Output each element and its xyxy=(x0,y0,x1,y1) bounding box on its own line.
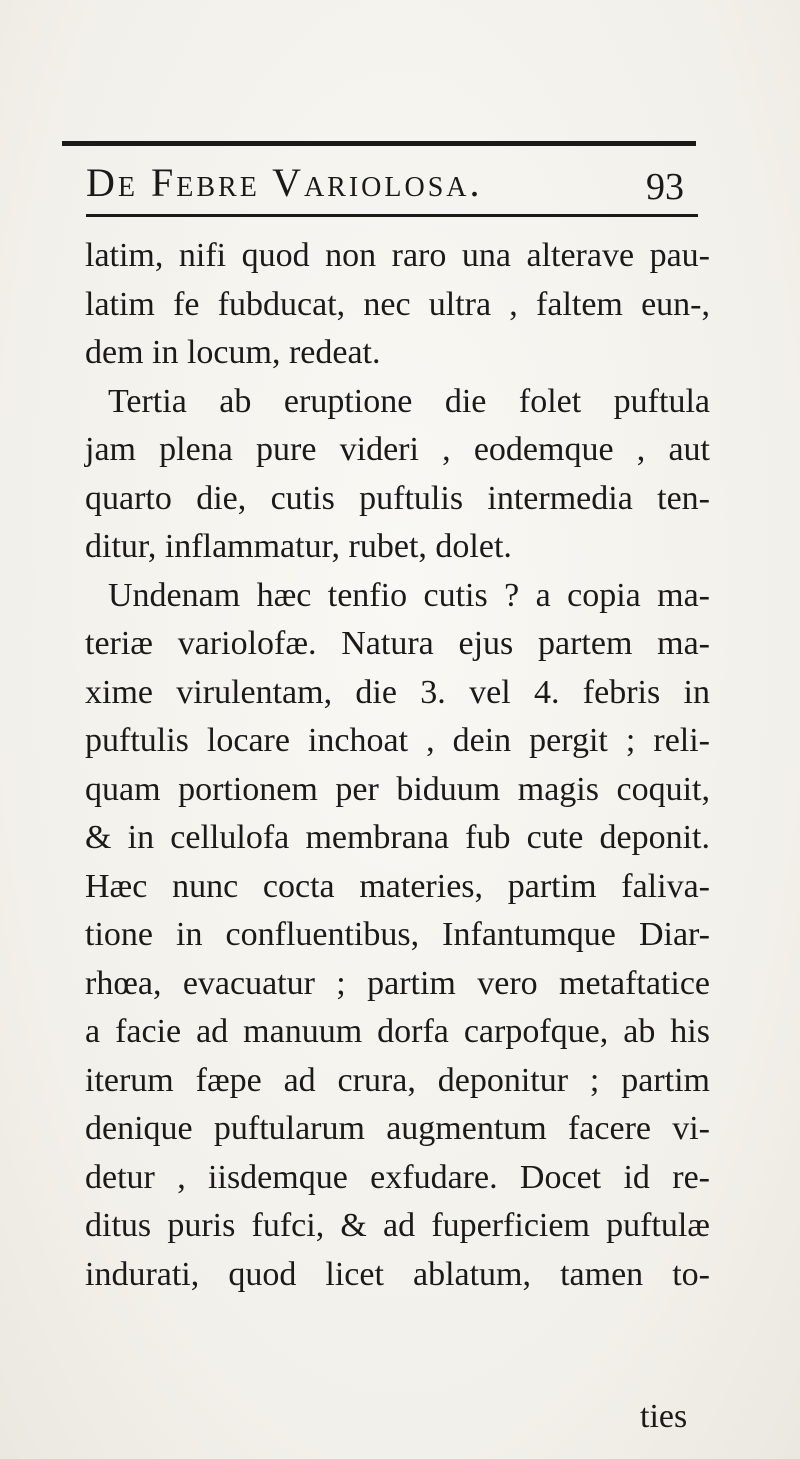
text-line: indurati, quod licet ablatum, tamen to- xyxy=(85,1255,710,1293)
header-thin-rule xyxy=(86,214,698,217)
text-line: denique puftularum augmentum facere vi- xyxy=(85,1110,710,1147)
text-line: latim fe fubducat, nec ultra , faltem eun-, xyxy=(85,285,710,323)
text-line: detur , iisdemque exfudare. Docet id re- xyxy=(85,1158,710,1196)
text-line: & in cellulofa membrana fub cute deponit. xyxy=(85,819,710,856)
running-head xyxy=(86,158,698,208)
text-line: dem in locum, redeat. xyxy=(85,334,381,371)
text-line: ditur, inflammatur, rubet, dolet. xyxy=(85,528,512,565)
body-text xyxy=(85,232,710,1299)
text-line: ditus puris fufci, & ad fuperficiem puftulæ xyxy=(85,1207,710,1244)
text-line: Hæc nunc cocta materies, partim faliva- xyxy=(85,867,710,905)
page-number: 93 xyxy=(646,166,684,208)
header-thick-rule xyxy=(62,141,696,146)
text-line: rhœa, evacuatur ; partim vero metaftatice xyxy=(85,964,710,1002)
text-line: latim, nifi quod non raro una alterave pau- xyxy=(85,237,710,274)
catchword: ties xyxy=(640,1398,688,1435)
running-head-title: De Febre Variolosa. xyxy=(86,160,483,205)
text-line: xime virulentam, die 3. vel 4. febris in xyxy=(85,673,710,711)
text-line: puftulis locare inchoat , dein pergit ; reli- xyxy=(85,722,710,759)
text-line: quam portionem per biduum magis coquit, xyxy=(85,770,710,808)
text-line: teriæ variolofæ. Natura ejus partem ma- xyxy=(85,625,710,662)
text-line: jam plena pure videri , eodemque , aut xyxy=(85,431,710,468)
text-line: Undenam hæc tenfio cutis ? a copia ma- xyxy=(108,576,710,614)
text-line: iterum fæpe ad crura, deponitur ; partim xyxy=(85,1061,710,1099)
text-line: a facie ad manuum dorfa carpofque, ab his xyxy=(85,1013,710,1050)
text-line: tione in confluentibus, Infantumque Diar- xyxy=(85,916,710,953)
text-line: Tertia ab eruptione die folet puftula xyxy=(108,382,710,420)
text-line: quarto die, cutis puftulis intermedia ten- xyxy=(85,479,710,517)
